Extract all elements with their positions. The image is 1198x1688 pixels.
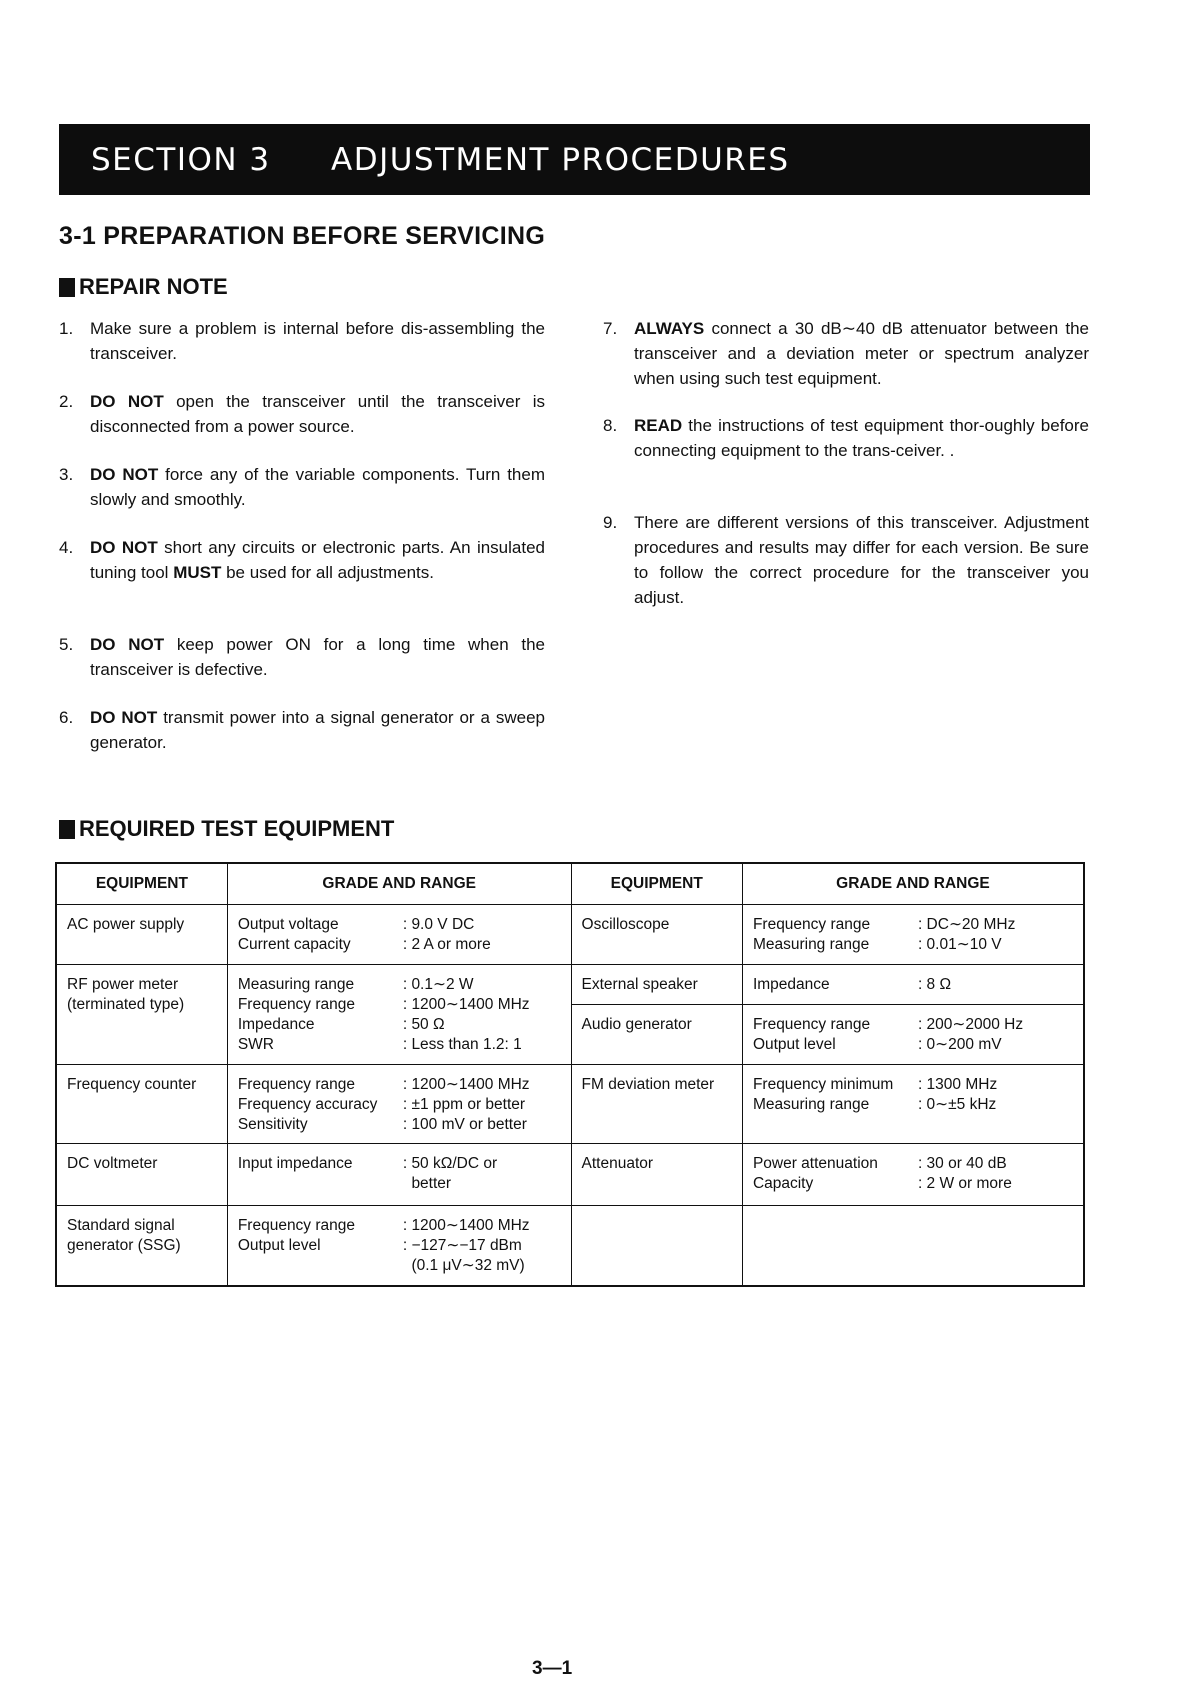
spec-label: Frequency range [752,1016,871,1033]
spec-label: Measuring range [752,936,870,953]
section-number: SECTION 3 [91,141,271,178]
body-text: open the transceiver until the transceiver is disconnected from a power source. [90,392,545,436]
item-number: 2. [59,392,74,411]
emphasis-text: DO NOT [90,635,165,654]
section-banner [59,124,1090,195]
equipment-name-cell: Attenuator [571,1144,742,1206]
table-row [56,965,1084,1005]
body-text: force any of the variable components. Turn them slowly and smoothly. [90,465,545,509]
body-text: be used for all adjustments. [221,563,434,582]
item-text [634,413,1089,463]
spec-value: : 0∼±5 kHz [917,1096,997,1113]
repair-note-item [603,413,1089,463]
table-header: EQUIPMENT [56,863,227,905]
table-header: GRADE AND RANGE [227,863,571,905]
repair-note-item [59,462,545,512]
item-text [90,705,545,755]
repair-note-item [59,705,545,755]
item-number: 7. [603,319,618,338]
grade-range-cell [742,905,1084,965]
item-number: 9. [603,513,618,532]
spec-label: Frequency accuracy [237,1096,378,1113]
table-row [56,1206,1084,1286]
spec-label: Frequency range [237,1217,356,1234]
body-text: the instructions of test equipment thor-oughly before connecting equipment to the trans-ceiver. . [634,416,1089,460]
spec-value: : DC∼20 MHz [917,916,1016,933]
spec-label: Output voltage [237,916,339,933]
body-text: connect a 30 dB∼40 dB attenuator between the transceiver and a deviation meter or spectrum analyzer when using such test equipment. [634,319,1089,388]
spec-label: Impedance [752,976,830,993]
spec-value: : 1200∼1400 MHz [402,996,530,1013]
spec-value: : 1200∼1400 MHz [402,1217,530,1234]
spec-value: : 200∼2000 Hz [917,1016,1024,1033]
item-number: 6. [59,708,74,727]
table-header: EQUIPMENT [571,863,742,905]
grade-range-cell [227,1206,571,1286]
equipment-name-cell: Audio generator [571,1005,742,1065]
equipment-name-cell: External speaker [571,965,742,1005]
grade-range-cell [227,1065,571,1144]
spec-value: : 1200∼1400 MHz [402,1076,530,1093]
spec-value: : 1300 MHz [917,1076,998,1093]
spec-label: Capacity [752,1175,814,1192]
spec-label: Sensitivity [237,1116,308,1133]
spec-label: Frequency range [237,996,356,1013]
item-text [90,389,545,439]
grade-range-cell [227,1144,571,1206]
spec-label: SWR [237,1036,274,1053]
grade-range-cell [742,1065,1084,1144]
body-text: keep power ON for a long time when the transceiver is defective. [90,635,546,679]
page-number: 3—1 [532,1658,573,1679]
empty-cell [571,1206,742,1286]
item-text [90,632,545,682]
spec-label: Impedance [237,1016,315,1033]
equipment-name-cell: FM deviation meter [571,1065,742,1144]
spec-value: : 100 mV or better [402,1116,527,1133]
body-text: transmit power into a signal generator or a sweep generator. [90,708,546,752]
emphasis-text: ALWAYS [634,319,705,338]
item-text [634,316,1089,391]
item-number: 5. [59,635,74,654]
equipment-name-cell: RF power meter (terminated type) [56,965,227,1065]
table-row [56,905,1084,965]
table-header-row [56,863,1084,905]
spec-value: : 2 A or more [402,936,491,953]
repair-note-item [59,389,545,439]
spec-value: : ±1 ppm or better [402,1096,526,1113]
spec-label: Frequency range [237,1076,356,1093]
spec-value: : 0.01∼10 V [917,936,1002,953]
table-header: GRADE AND RANGE [742,863,1084,905]
emphasis-text: DO NOT [90,538,158,557]
item-text [90,316,545,366]
spec-value: : 9.0 V DC [402,916,475,933]
spec-label: Measuring range [237,976,355,993]
emphasis-text: DO NOT [90,392,164,411]
repair-note-item [59,632,545,682]
grade-range-cell [742,965,1084,1005]
page-heading: 3-1 PREPARATION BEFORE SERVICING [59,222,546,250]
repair-note-title: REPAIR NOTE [79,274,228,299]
grade-range-cell [742,1144,1084,1206]
repair-note-item [59,535,545,585]
equipment-name-cell: Standard signal generator (SSG) [56,1206,227,1286]
spec-value: : Less than 1.2: 1 [402,1036,522,1053]
item-number: 3. [59,465,74,484]
equipment-name-cell: AC power supply [56,905,227,965]
required-equipment-heading [59,816,394,842]
table-row [56,1144,1084,1184]
emphasis-text: READ [634,416,683,435]
body-text: There are different versions of this transceiver. Adjustment procedures and results may differ for each version. Be sure to follow the correct procedure for the transceiver you adjust. [634,513,1089,607]
equipment-name-cell: Oscilloscope [571,905,742,965]
item-text [90,462,545,512]
section-title: ADJUSTMENT PROCEDURES [331,141,790,178]
spec-value: : 50 Ω [402,1016,445,1033]
emphasis-text: MUST [173,563,222,582]
empty-cell [742,1206,1084,1286]
equipment-name-cell: Frequency counter [56,1065,227,1144]
equipment-table [55,862,1085,1287]
bullet-square-icon [59,820,75,839]
spec-label: Input impedance [237,1155,353,1172]
grade-range-cell [227,905,571,965]
spec-value: : −127∼−17 dBm (0.1 μV∼32 mV) [402,1237,525,1274]
item-text [90,535,545,585]
spec-label: Measuring range [752,1096,870,1113]
grade-range-cell [227,965,571,1065]
spec-value: : 0∼200 mV [917,1036,1002,1053]
equipment-name-cell: DC voltmeter [56,1144,227,1206]
body-text: Make sure a problem is internal before dis-assembling the transceiver. [90,319,545,363]
spec-value: : 30 or 40 dB [917,1155,1007,1172]
emphasis-text: DO NOT [90,708,158,727]
required-equipment-title: REQUIRED TEST EQUIPMENT [79,816,395,841]
repair-note-heading [59,274,228,300]
spec-label: Frequency minimum [752,1076,894,1093]
repair-note-item [59,316,545,366]
bullet-square-icon [59,278,75,297]
spec-value: : 8 Ω [917,976,952,993]
spec-label: Current capacity [237,936,351,953]
spec-value: : 50 kΩ/DC or better [402,1155,498,1192]
table-row [56,1065,1084,1144]
spec-label: Power attenuation [752,1155,878,1172]
item-number: 4. [59,538,74,557]
spec-label: Output level [237,1237,321,1254]
spec-value: : 0.1∼2 W [402,976,474,993]
item-text [634,510,1089,610]
repair-note-item [603,316,1089,391]
emphasis-text: DO NOT [90,465,159,484]
item-number: 1. [59,319,74,338]
grade-range-cell [742,1005,1084,1065]
spec-value: : 2 W or more [917,1175,1012,1192]
spec-label: Frequency range [752,916,871,933]
body-text: short any circuits or electronic parts. An insulated tuning tool [90,538,545,582]
spec-label: Output level [752,1036,836,1053]
item-number: 8. [603,416,618,435]
repair-note-item [603,510,1089,610]
